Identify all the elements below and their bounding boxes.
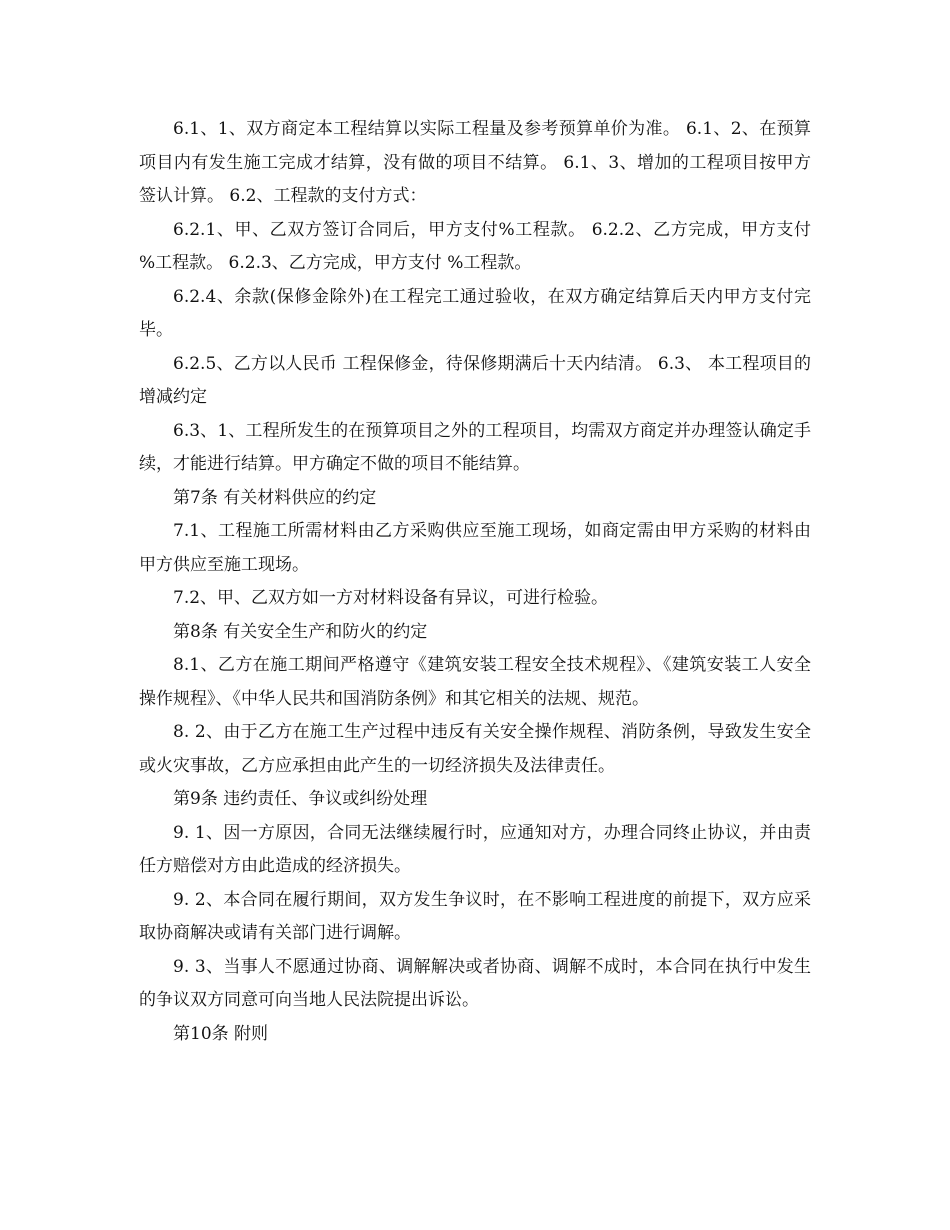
article-10-heading: 第10条 附则 bbox=[173, 1023, 269, 1044]
paragraph-8-1: 8.1、乙方在施工期间严格遵守《建筑安装工程安全技术规程》、《建筑安装工人安全操作规程》、《中华人民共和国消防条例》和其它相关的法规、规范。 bbox=[139, 655, 811, 709]
paragraph-9-3: 9. 3、当事人不愿通过协商、调解解决或者协商、调解不成时，本合同在执行中发生的争议双方同意可向当地人民法院提出诉讼。 bbox=[139, 956, 811, 1010]
paragraph-6-2-1: 6.2.1、甲、乙双方签订合同后，甲方支付%工程款。 6.2.2、乙方完成，甲方支付 %工程款。 6.2.3、乙方完成，甲方支付 %工程款。 bbox=[139, 219, 811, 273]
paragraph-6-2-4: 6.2.4、余款(保修金除外)在工程完工通过验收，在双方确定结算后天内甲方支付完毕。 bbox=[139, 286, 811, 340]
article-9-heading: 第9条 违约责任、争议或纠纷处理 bbox=[173, 789, 428, 809]
paragraph-9-1: 9. 1、因一方原因，合同无法继续履行时，应通知对方，办理合同终止协议，并由责任方赔偿对方由此造成的经济损失。 bbox=[139, 822, 811, 876]
article-8-heading: 第8条 有关安全生产和防火的约定 bbox=[173, 621, 428, 642]
paragraph-6-1: 6.1、1、双方商定本工程结算以实际工程量及参考预算单价为准。 6.1、2、在预算项目内有发生施工完成才结算，没有做的项目不结算。 6.1、3、增加的工程项目按甲方签认计算。 6.2、工程款的支付方式： bbox=[139, 119, 811, 206]
paragraph-7-2: 7.2、甲、乙双方如一方对材料设备有异议，可进行检验。 bbox=[173, 588, 609, 608]
paragraph-8-2: 8. 2、由于乙方在施工生产过程中违反有关安全操作规程、消防条例，导致发生安全或火灾事故，乙方应承担由此产生的一切经济损失及法律责任。 bbox=[139, 722, 811, 776]
paragraph-7-1: 7.1、工程施工所需材料由乙方采购供应至施工现场，如商定需由甲方采购的材料由甲方供应至施工现场。 bbox=[139, 521, 811, 575]
paragraph-6-3-1: 6.3、1、工程所发生的在预算项目之外的工程项目，均需双方商定并办理签认确定手续，才能进行结算。甲方确定不做的项目不能结算。 bbox=[139, 420, 811, 474]
paragraph-9-2: 9. 2、本合同在履行期间，双方发生争议时，在不影响工程进度的前提下，双方应采取协商解决或请有关部门进行调解。 bbox=[139, 889, 811, 943]
paragraph-6-2-5: 6.2.5、乙方以人民币 工程保修金，待保修期满后十天内结清。 6.3、 本工程项目的增减约定 bbox=[139, 353, 811, 407]
document-body bbox=[139, 113, 811, 1051]
article-7-heading: 第7条 有关材料供应的约定 bbox=[173, 487, 377, 508]
